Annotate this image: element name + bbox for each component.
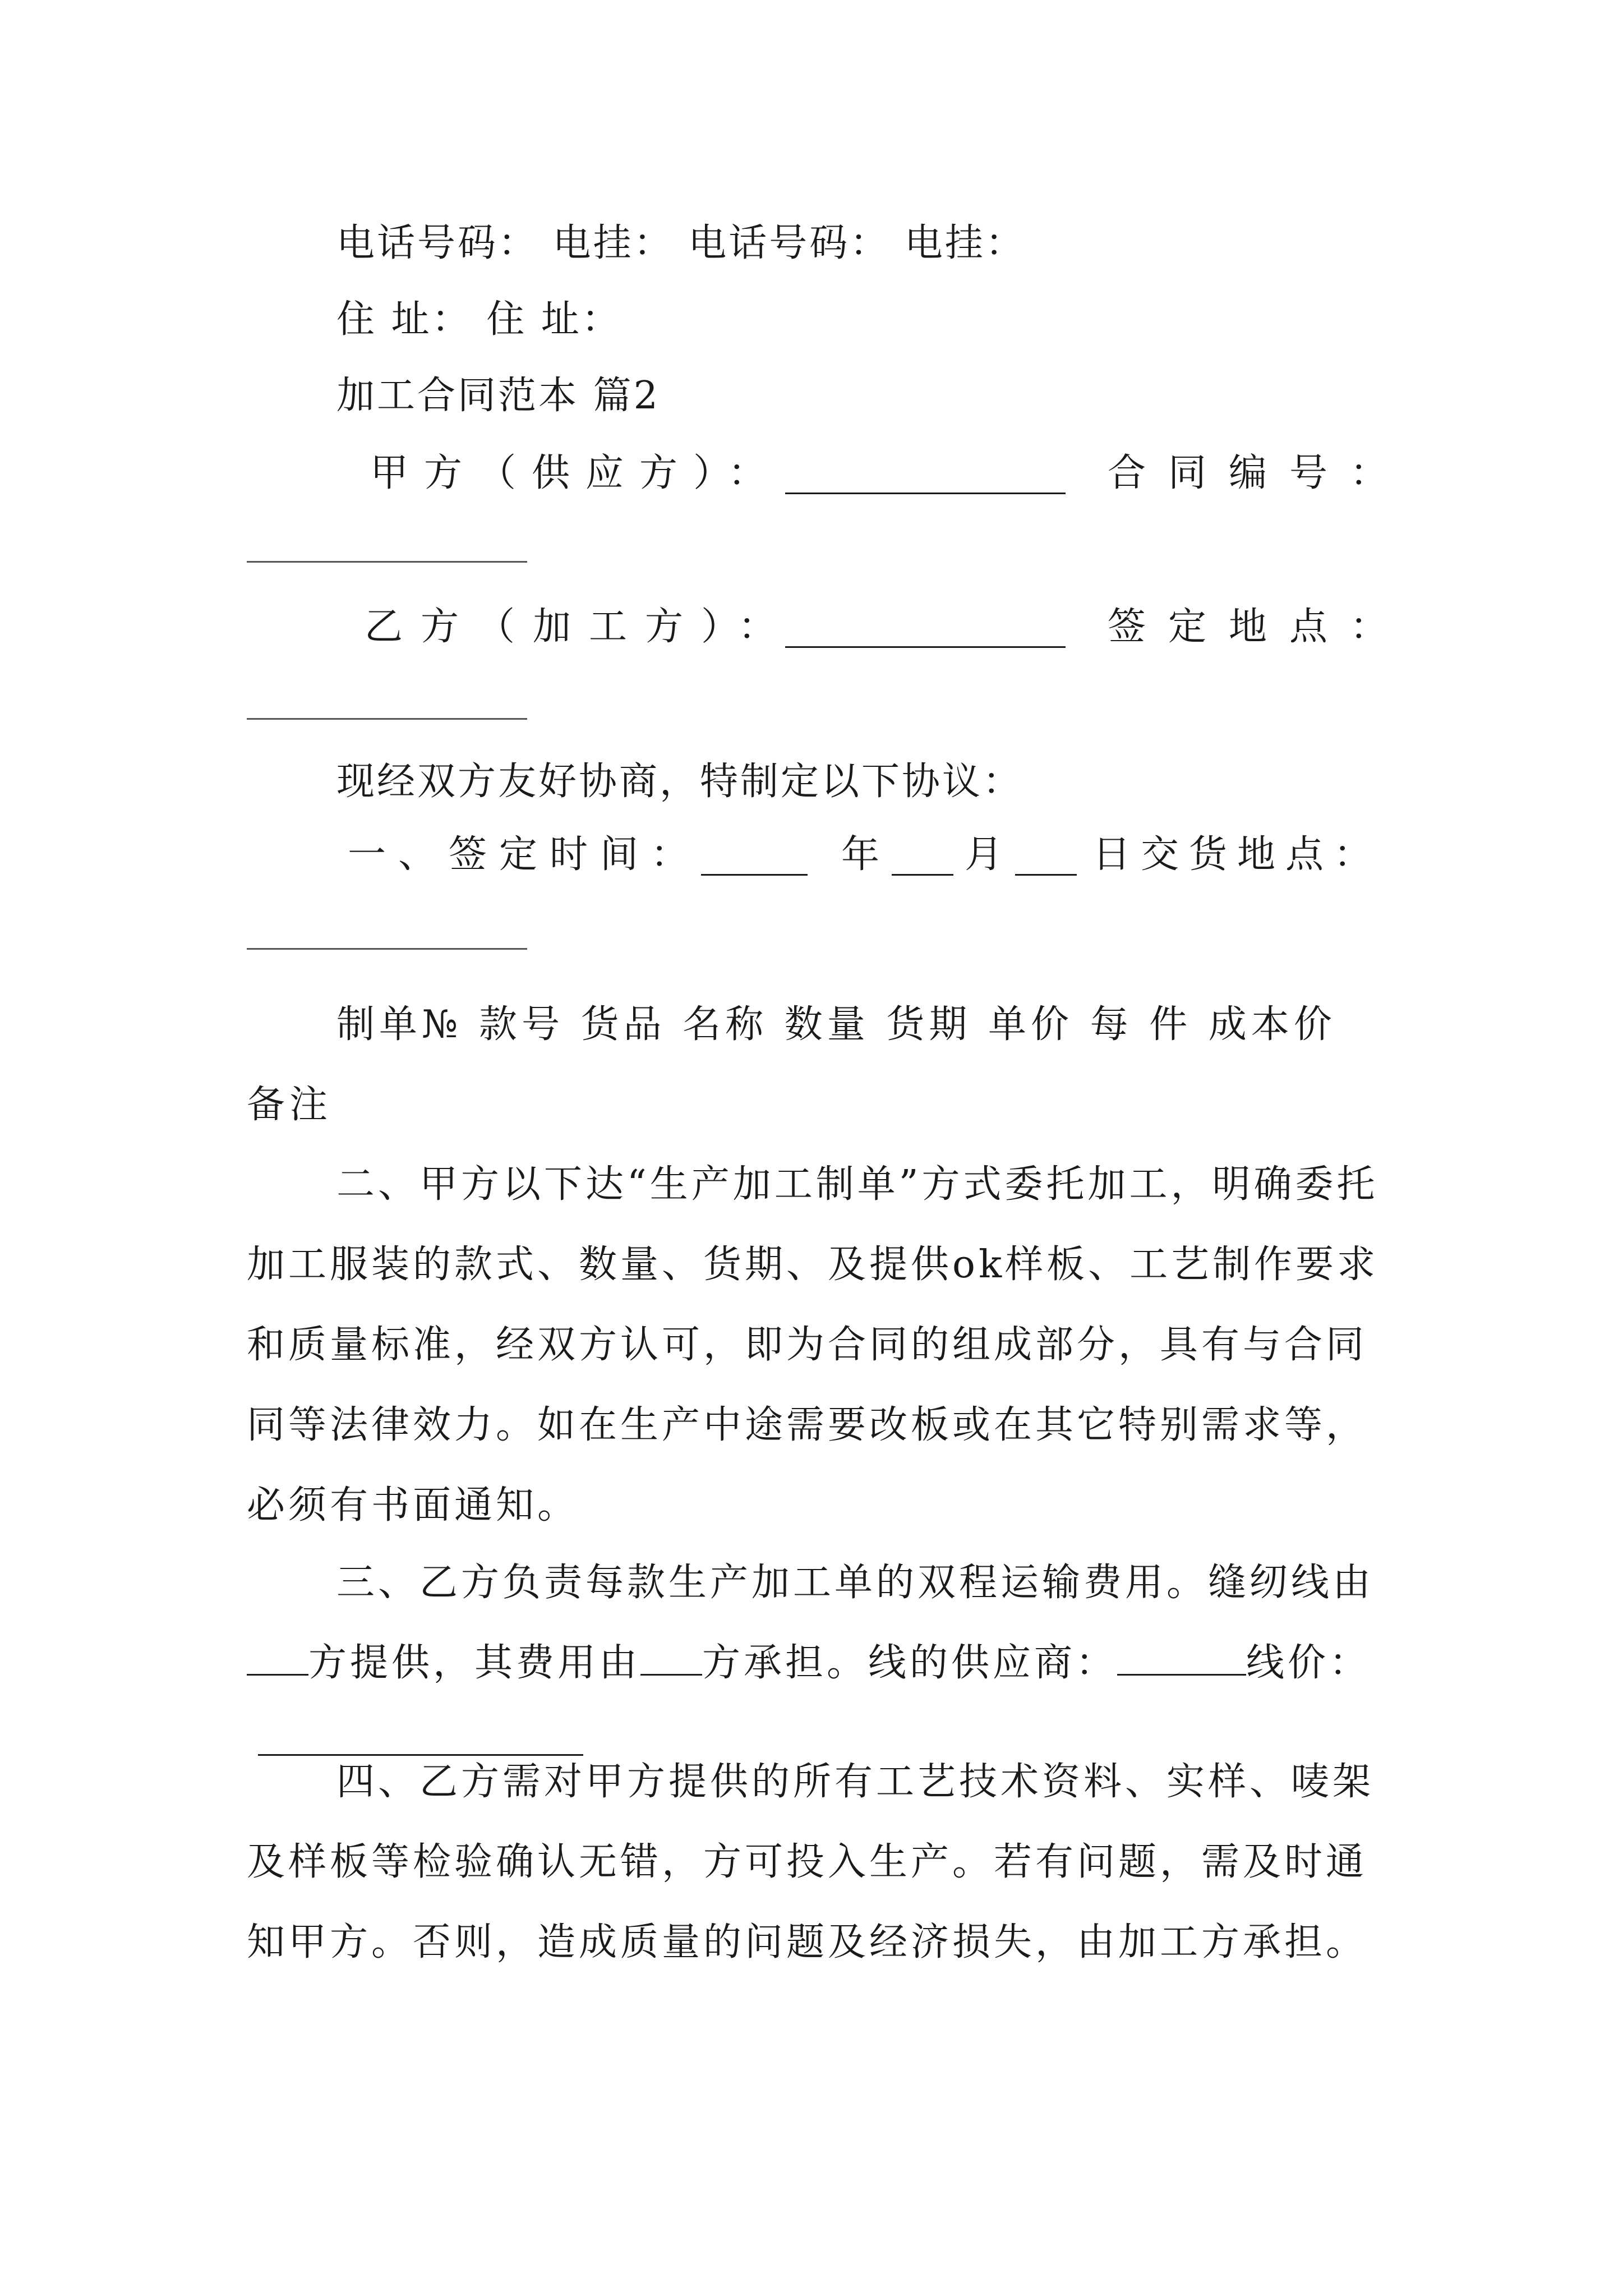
clause2-text: 二、甲方以下达“生产加工制单”方式委托加工，明确委托加工服装的款式、数量、货期、及提供ok样板、工艺制作要求和质量标准，经双方认可，即为合同的组成部分，具有与合同同等法律效力。如在生产中途需要改板或在其它特别需求等，必须有书面通知。	[247, 1162, 1379, 1527]
party-b-blank	[785, 614, 1066, 648]
clause3-part4: 线价：	[1246, 1641, 1371, 1685]
contact-line-phone: 电话号码： 电挂： 电话号码： 电挂：	[336, 221, 1026, 265]
clause3-part3: 方承担。线的供应商：	[702, 1641, 1118, 1685]
party-a-label: 甲方（供应方）：	[370, 451, 782, 495]
clause1-day-place: 日交货地点：	[1092, 832, 1382, 877]
clause1-month: 月	[965, 832, 1003, 877]
clause1-year: 年	[841, 832, 880, 877]
contact-line-address: 住 址： 住 址：	[336, 297, 622, 342]
clause1-prefix: 一、签定时间：	[348, 832, 702, 877]
clause4-text: 四、乙方需对甲方提供的所有工艺技术资料、实样、唛架及样板等检验确认无错，方可投入生产。若有问题，需及时通知甲方。否则，造成质量的问题及经济损失，由加工方承担。	[247, 1760, 1375, 1964]
party-b-label: 乙方（加工方）：	[365, 605, 795, 649]
intro-text: 现经双方友好协商，特制定以下协议：	[336, 760, 1023, 804]
cost-bearer-blank	[640, 1641, 702, 1676]
contract-number-blank	[247, 561, 527, 563]
clause1-year-blank	[701, 841, 808, 876]
contract-number-label: 合同编号：	[1108, 451, 1411, 495]
clause3-part1: 三、乙方负责每款生产加工单的双程运输费用。缝纫线由	[336, 1561, 1375, 1605]
party-a-blank	[785, 460, 1066, 494]
supplier-blank	[1117, 1641, 1246, 1676]
section-heading: 加工合同范本 篇2	[336, 374, 660, 418]
table-header-text: 制单№ 款号 货品 名称 数量 货期 单价 每 件 成本价 备注	[247, 1002, 1336, 1127]
signing-place-label: 签定地点：	[1108, 605, 1411, 649]
signing-place-blank	[247, 718, 527, 720]
clause1-month-blank	[892, 841, 953, 876]
clause3-part2: 方提供，其费用由	[308, 1641, 641, 1685]
delivery-place-blank	[247, 948, 527, 950]
thread-provider-blank	[247, 1641, 308, 1676]
clause1-day-blank	[1015, 841, 1077, 876]
